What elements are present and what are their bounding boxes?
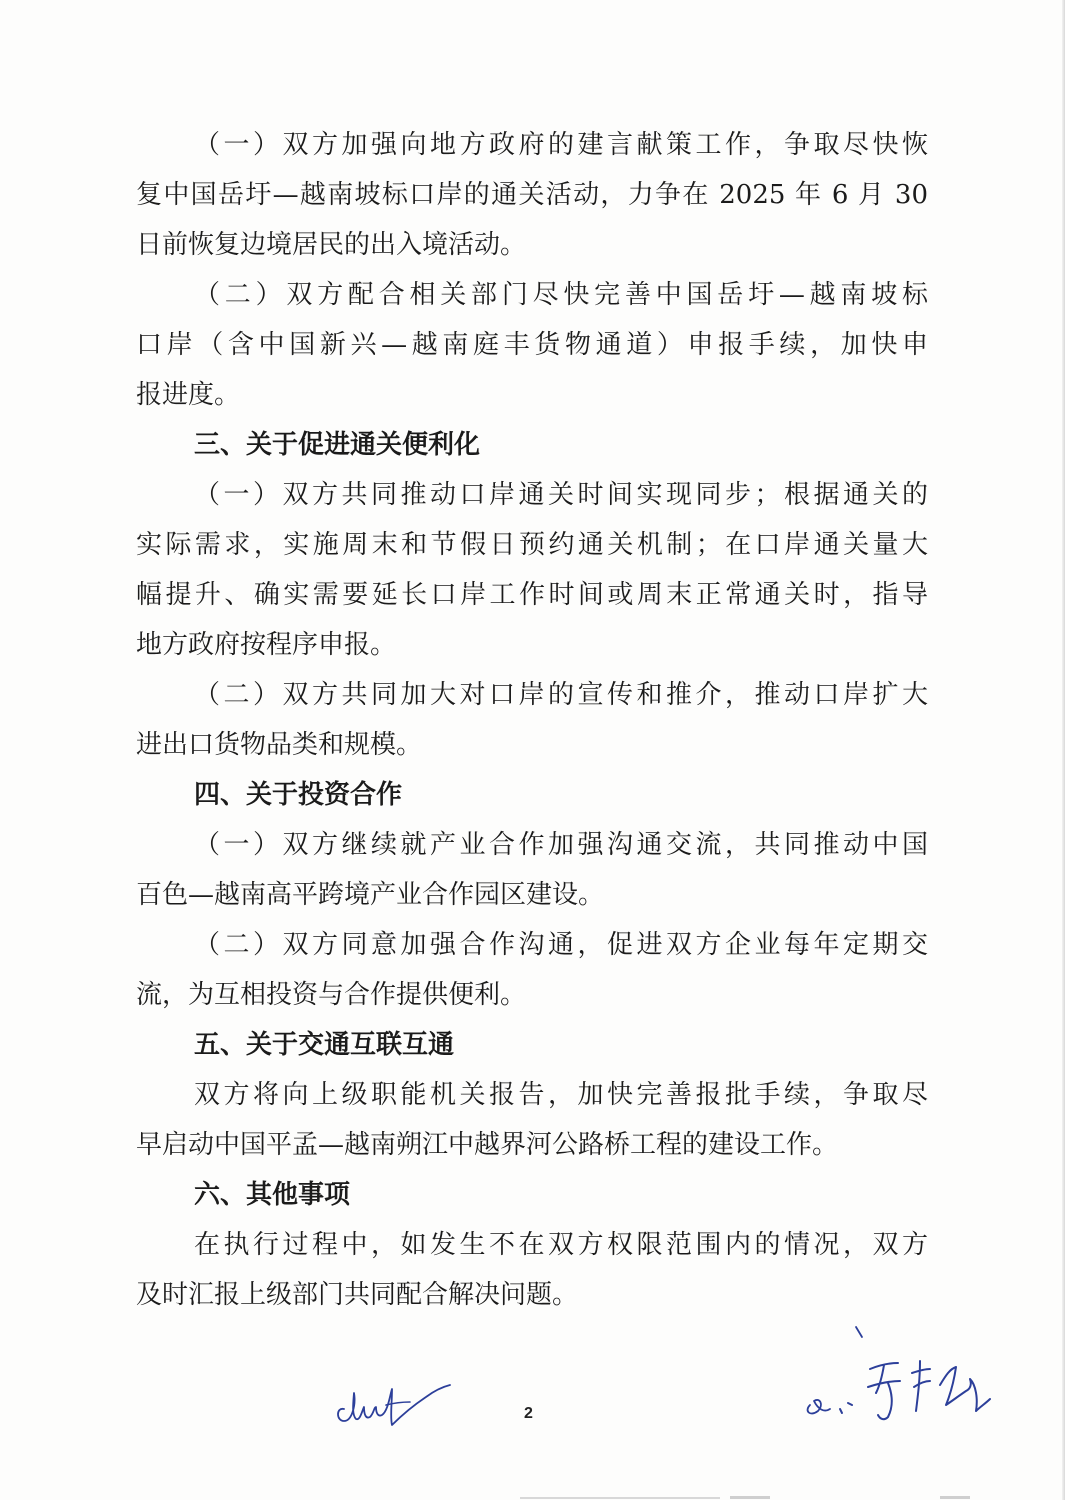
paragraph-line: 及时汇报上级部门共同配合解决问题。 bbox=[136, 1280, 579, 1310]
paragraph-line: 幅提升、确实需要延长口岸工作时间或周末正常通关时，指导 bbox=[136, 580, 928, 610]
paragraph-line: （二）双方同意加强合作沟通，促进双方企业每年定期交 bbox=[194, 930, 928, 960]
section-heading-customs: 三、关于促进通关便利化 bbox=[194, 430, 481, 460]
signature-left bbox=[330, 1375, 470, 1435]
section-heading-investment: 四、关于投资合作 bbox=[194, 780, 403, 810]
paragraph-line: 口岸（含中国新兴—越南庭丰货物通道）申报手续，加快申 bbox=[136, 330, 928, 360]
signature-right bbox=[800, 1325, 1000, 1425]
paragraph-line: 流，为互相投资与合作提供便利。 bbox=[136, 980, 527, 1010]
section-heading-other: 六、其他事项 bbox=[194, 1180, 351, 1210]
paragraph-line: 在执行过程中，如发生不在双方权限范围内的情况，双方 bbox=[194, 1230, 928, 1260]
paragraph-line: （一）双方加强向地方政府的建言献策工作，争取尽快恢 bbox=[194, 130, 928, 160]
paragraph-line: 百色—越南高平跨境产业合作园区建设。 bbox=[136, 880, 605, 910]
paragraph-line: 实际需求，实施周末和节假日预约通关机制；在口岸通关量大 bbox=[136, 530, 928, 560]
page-number: 2 bbox=[524, 1405, 533, 1422]
paragraph-line: 进出口货物品类和规模。 bbox=[136, 730, 423, 760]
paragraph-line: 报进度。 bbox=[136, 380, 241, 410]
paragraph-line: （二）双方配合相关部门尽快完善中国岳圩—越南坡标 bbox=[194, 280, 928, 310]
paragraph-line: （一）双方共同推动口岸通关时间实现同步；根据通关的 bbox=[194, 480, 928, 510]
section-heading-transport: 五、关于交通互联互通 bbox=[194, 1030, 455, 1060]
paragraph-line: 双方将向上级职能机关报告，加快完善报批手续，争取尽 bbox=[194, 1080, 928, 1110]
paragraph-line: 复中国岳圩—越南坡标口岸的通关活动，力争在 2025 年 6 月 30 bbox=[136, 180, 928, 210]
page-bottom-edge bbox=[0, 1494, 1065, 1500]
paragraph-line: 早启动中国平孟—越南朔江中越界河公路桥工程的建设工作。 bbox=[136, 1130, 839, 1160]
paragraph-line: （二）双方共同加大对口岸的宣传和推介，推动口岸扩大 bbox=[194, 680, 928, 710]
paragraph-line: 地方政府按程序申报。 bbox=[136, 630, 397, 660]
paragraph-line: 日前恢复边境居民的出入境活动。 bbox=[136, 230, 527, 260]
paragraph-line: （一）双方继续就产业合作加强沟通交流，共同推动中国 bbox=[194, 830, 928, 860]
